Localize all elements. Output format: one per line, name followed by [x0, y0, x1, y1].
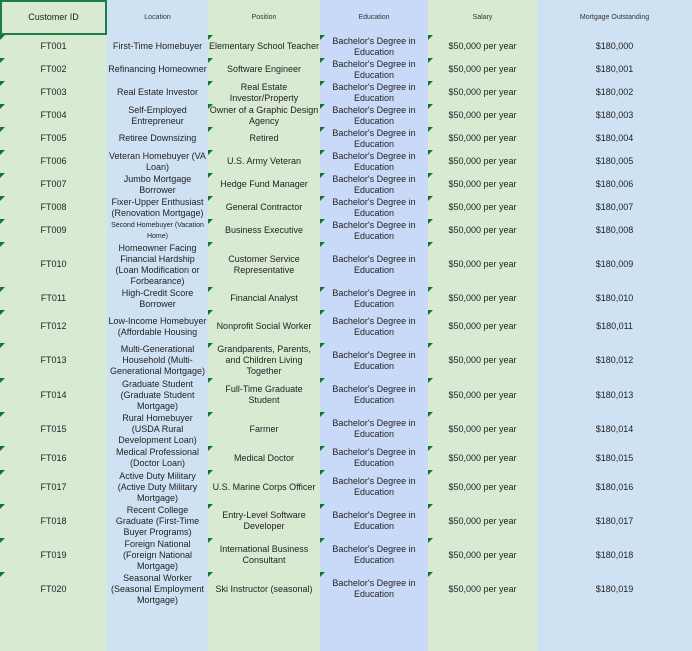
cell-customer-id[interactable]: FT010 [0, 242, 107, 287]
cell-education[interactable]: Bachelor's Degree in Education [320, 242, 428, 287]
cell-location[interactable]: Graduate Student (Graduate Student Mortgage) [120, 378, 195, 411]
cell-customer-id[interactable]: FT006 [0, 150, 107, 173]
table-row [0, 173, 692, 196]
cell-mortgage[interactable]: $180,005 [595, 156, 634, 166]
table-row [0, 104, 692, 127]
cell-position[interactable]: Hedge Fund Manager [208, 173, 320, 196]
cell-location[interactable]: Jumbo Mortgage Borrower [123, 173, 192, 195]
table-row [0, 242, 692, 287]
cell-location[interactable]: Active Duty Military (Active Duty Military Mortgage) [117, 470, 198, 503]
cell-salary[interactable]: $50,000 per year [428, 35, 537, 58]
cell-salary[interactable]: $50,000 per year [428, 173, 537, 196]
cell-salary[interactable]: $50,000 per year [428, 127, 537, 150]
cell-location[interactable]: Veteran Homebuyer (VA Loan) [109, 150, 206, 172]
table-row [0, 35, 692, 58]
cell-customer-id[interactable]: FT014 [0, 378, 107, 412]
cell-customer-id[interactable]: FT013 [0, 343, 107, 378]
cell-education[interactable]: Bachelor's Degree in Education [320, 219, 428, 242]
cell-customer-id[interactable]: FT016 [0, 446, 107, 470]
cell-location[interactable]: Multi-Generational Household (Multi-Generational Mortgage) [109, 344, 206, 376]
cell-mortgage[interactable]: $180,019 [595, 583, 634, 594]
cell-salary[interactable]: $50,000 per year [428, 242, 537, 287]
cell-customer-id[interactable]: FT020 [0, 572, 107, 606]
cell-location[interactable]: Seasonal Worker (Seasonal Employment Mortgage) [110, 572, 205, 605]
cell-customer-id[interactable]: FT004 [0, 104, 107, 127]
cell-position[interactable]: Financial Analyst [208, 287, 320, 310]
cell-position[interactable]: Elementary School Teacher [208, 35, 320, 58]
table-row [0, 58, 692, 81]
header-cell-location[interactable]: Location [144, 14, 171, 21]
cell-salary[interactable]: $50,000 per year [428, 572, 537, 606]
cell-customer-id[interactable]: FT019 [0, 538, 107, 572]
cell-position[interactable]: Customer Service Representative [208, 242, 320, 287]
cell-location[interactable]: Low-Income Homebuyer (Affordable Housing [108, 315, 207, 337]
cell-mortgage[interactable]: $180,002 [595, 87, 634, 97]
cell-position[interactable]: Owner of a Graphic Design Agency [209, 104, 319, 126]
cell-mortgage[interactable]: $180,017 [595, 515, 634, 526]
cell-mortgage[interactable]: $180,012 [595, 355, 634, 365]
cell-position[interactable]: Medical Doctor [208, 446, 320, 470]
cell-education[interactable]: Bachelor's Degree in Education [320, 378, 428, 412]
table-row [0, 538, 692, 572]
table-row [0, 150, 692, 173]
cell-location[interactable]: Recent College Graduate (First-Time Buyer Programs) [115, 504, 200, 537]
table-row [0, 343, 692, 378]
cell-mortgage[interactable]: $180,008 [595, 225, 634, 235]
cell-customer-id[interactable]: FT008 [0, 196, 107, 219]
cell-customer-id[interactable]: FT018 [0, 504, 107, 538]
cell-education[interactable]: Bachelor's Degree in Education [320, 104, 428, 127]
cell-mortgage[interactable]: $180,016 [595, 481, 634, 492]
cell-education[interactable]: Bachelor's Degree in Education [320, 173, 428, 196]
cell-location[interactable]: Homeowner Facing Financial Hardship (Loan Modification or Forbearance) [115, 242, 200, 286]
cell-mortgage[interactable]: $180,014 [595, 423, 634, 434]
cell-location[interactable]: Second Homebuyer (Vacation Home) [111, 221, 204, 240]
cell-education[interactable]: Bachelor's Degree in Education [320, 58, 428, 81]
table-row [0, 287, 692, 310]
cell-location[interactable]: Self-Employed Entrepreneur [128, 104, 187, 126]
cell-customer-id[interactable]: FT012 [0, 310, 107, 343]
cell-customer-id[interactable]: FT007 [0, 173, 107, 196]
cell-education[interactable]: Bachelor's Degree in Education [320, 504, 428, 538]
table-row [0, 378, 692, 412]
cell-education[interactable]: Bachelor's Degree in Education [320, 470, 428, 504]
header-cell-position[interactable]: Position [251, 14, 277, 21]
cell-mortgage[interactable]: $180,003 [595, 110, 634, 120]
cell-salary[interactable]: $50,000 per year [428, 343, 537, 378]
cell-salary[interactable]: $50,000 per year [428, 504, 537, 538]
table-row [0, 470, 692, 504]
cell-location[interactable]: First-Time Homebuyer [112, 41, 203, 51]
cell-position[interactable]: International Business Consultant [208, 538, 320, 572]
cell-customer-id[interactable]: FT005 [0, 127, 107, 150]
cell-mortgage[interactable]: $180,007 [595, 202, 634, 212]
cell-education[interactable]: Bachelor's Degree in Education [320, 310, 428, 343]
cell-customer-id[interactable]: FT001 [0, 35, 107, 58]
cell-salary[interactable]: $50,000 per year [428, 104, 537, 127]
cell-education[interactable]: Bachelor's Degree in Education [320, 150, 428, 173]
cell-salary[interactable]: $50,000 per year [428, 58, 537, 81]
cell-mortgage[interactable]: $180,013 [595, 389, 634, 400]
cell-salary[interactable]: $50,000 per year [428, 412, 537, 446]
cell-education[interactable]: Bachelor's Degree in Education [320, 538, 428, 572]
header-cell-education[interactable]: Education [358, 14, 390, 21]
cell-salary[interactable]: $50,000 per year [428, 196, 537, 219]
cell-education[interactable]: Bachelor's Degree in Education [320, 287, 428, 310]
table-row [0, 572, 692, 606]
cell-position[interactable]: Grandparents, Parents, and Children Living Together [208, 343, 320, 378]
header-cell-salary[interactable]: Salary [472, 14, 493, 21]
cell-education[interactable]: Bachelor's Degree in Education [320, 35, 428, 58]
cell-salary[interactable]: $50,000 per year [428, 287, 537, 310]
cell-salary[interactable]: $50,000 per year [428, 446, 537, 470]
cell-mortgage[interactable]: $180,006 [595, 179, 634, 189]
cell-mortgage[interactable]: $180,015 [595, 452, 634, 463]
table-row [0, 196, 692, 219]
table-row [0, 127, 692, 150]
cell-customer-id[interactable]: FT015 [0, 412, 107, 446]
table-row [0, 412, 692, 446]
cell-education[interactable]: Bachelor's Degree in Education [320, 572, 428, 606]
cell-education[interactable]: Bachelor's Degree in Education [320, 196, 428, 219]
cell-position[interactable]: Farmer [208, 412, 320, 446]
cell-salary[interactable]: $50,000 per year [428, 538, 537, 572]
cell-location[interactable]: Rural Homebuyer (USDA Rural Development Loan) [118, 412, 197, 445]
cell-position[interactable]: Software Engineer [208, 58, 320, 81]
cell-location[interactable]: High-Credit Score Borrower [121, 287, 194, 309]
cell-education[interactable]: Bachelor's Degree in Education [320, 81, 428, 104]
cell-education[interactable]: Bachelor's Degree in Education [320, 343, 428, 378]
cell-position[interactable]: Retired [208, 127, 320, 150]
cell-location[interactable]: Retiree Downsizing [118, 133, 197, 143]
cell-position[interactable]: General Contractor [208, 196, 320, 219]
cell-salary[interactable]: $50,000 per year [428, 81, 537, 104]
cell-customer-id[interactable]: FT002 [0, 58, 107, 81]
cell-position[interactable]: U.S. Marine Corps Officer [208, 470, 320, 504]
header-cell-customer-id[interactable]: Customer ID [0, 0, 107, 35]
cell-mortgage[interactable]: $180,000 [595, 41, 634, 51]
cell-mortgage[interactable]: $180,009 [595, 259, 634, 269]
cell-mortgage[interactable]: $180,004 [595, 133, 634, 143]
cell-position[interactable]: Ski Instructor (seasonal) [208, 572, 320, 606]
cell-location[interactable]: Foreign National (Foreign National Mortgage) [122, 538, 193, 571]
cell-position[interactable]: Real Estate Investor/Property [208, 81, 320, 104]
cell-education[interactable]: Bachelor's Degree in Education [320, 446, 428, 470]
cell-location[interactable]: Fixer-Upper Enthusiast (Renovation Mortgage) [111, 196, 204, 218]
cell-location[interactable]: Medical Professional (Doctor Loan) [115, 447, 200, 468]
cell-mortgage[interactable]: $180,011 [596, 321, 633, 331]
cell-location[interactable]: Refinancing Homeowner [108, 64, 207, 74]
cell-salary[interactable]: $50,000 per year [428, 219, 537, 242]
cell-mortgage[interactable]: $180,001 [595, 64, 634, 74]
table-row [0, 446, 692, 470]
cell-mortgage[interactable]: $180,018 [595, 549, 634, 560]
cell-position[interactable]: Business Executive [208, 219, 320, 242]
cell-salary[interactable]: $50,000 per year [428, 470, 537, 504]
cell-education[interactable]: Bachelor's Degree in Education [320, 127, 428, 150]
cell-position[interactable]: Full-Time Graduate Student [208, 378, 320, 412]
cell-education[interactable]: Bachelor's Degree in Education [320, 412, 428, 446]
cell-position[interactable]: U.S. Army Veteran [208, 150, 320, 173]
cell-customer-id[interactable]: FT017 [0, 470, 107, 504]
header-row [0, 0, 692, 35]
cell-position[interactable]: Nonprofit Social Worker [208, 310, 320, 343]
table-row [0, 219, 692, 242]
table-row [0, 504, 692, 538]
table-row [0, 81, 692, 104]
cell-customer-id[interactable]: FT009 [0, 219, 107, 242]
cell-salary[interactable]: $50,000 per year [428, 150, 537, 173]
cell-customer-id[interactable]: FT011 [0, 287, 107, 310]
cell-customer-id[interactable]: FT003 [0, 81, 107, 104]
cell-position[interactable]: Entry-Level Software Developer [208, 504, 320, 538]
header-cell-mortgage[interactable]: Mortgage Outstanding [579, 14, 650, 21]
cell-salary[interactable]: $50,000 per year [428, 310, 537, 343]
cell-salary[interactable]: $50,000 per year [428, 378, 537, 412]
cell-mortgage[interactable]: $180,010 [595, 293, 634, 303]
cell-location[interactable]: Real Estate Investor [116, 87, 199, 97]
table-row [0, 310, 692, 343]
